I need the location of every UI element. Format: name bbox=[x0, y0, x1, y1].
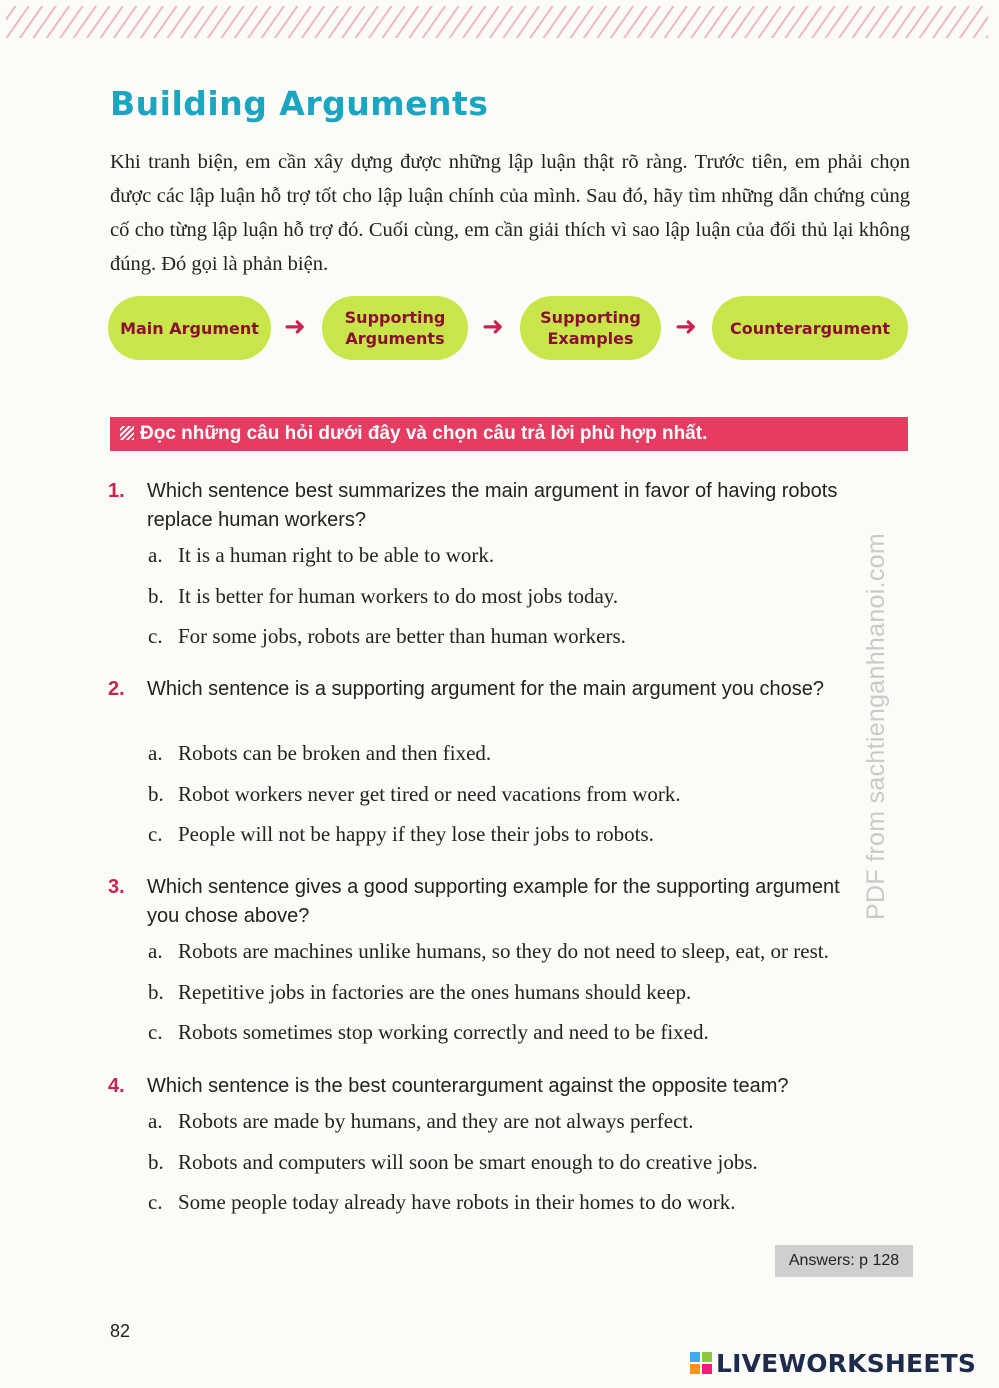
intro-paragraph: Khi tranh biện, em cần xây dựng được những lập luận thật rõ ràng. Trước tiên, em phải chọn được các lập luận hỗ trợ tốt cho lập luận chính của mình. Sau đó, hãy tìm những dẫn chứng củng cố cho từng lập luận hỗ trợ đó. Cuối cùng, em cần giải thích vì sao lập luận của đối thủ lại không đúng. Đó gọi là phản biện. bbox=[110, 151, 910, 275]
question-text: Which sentence best summarizes the main argument in favor of having robots replace human workers? bbox=[147, 480, 838, 531]
question-number: 4. bbox=[108, 1075, 125, 1097]
answer-option-a[interactable]: a. Robots can be broken and then fixed. bbox=[148, 741, 492, 765]
question-number: 3. bbox=[108, 876, 125, 898]
liveworksheets-brand[interactable] bbox=[690, 1347, 976, 1379]
answer-option-a[interactable]: a. It is a human right to be able to work. bbox=[148, 543, 495, 567]
question-number: 2. bbox=[108, 678, 125, 700]
brand-name: LIVEWORKSHEETS bbox=[716, 1348, 977, 1378]
argument-flow bbox=[108, 296, 910, 364]
flow-step-counterargument: Counterargument bbox=[712, 296, 908, 360]
question-text: Which sentence gives a good supporting example for the supporting argument you chose above? bbox=[147, 876, 840, 927]
answer-option-c[interactable]: c. For some jobs, robots are better than human workers. bbox=[148, 624, 626, 648]
question-text: Which sentence is the best counterargument against the opposite team? bbox=[147, 1075, 789, 1097]
answers-page-tag: Answers: p 128 bbox=[775, 1245, 913, 1277]
arrow-right-icon: ➜ bbox=[284, 312, 306, 342]
instruction-text: Đọc những câu hỏi dưới đây và chọn câu trả lời phù hợp nhất. bbox=[140, 423, 708, 444]
answer-option-a[interactable]: a. Robots are made by humans, and they are not always perfect. bbox=[148, 1109, 694, 1133]
liveworksheets-logo-icon bbox=[690, 1352, 712, 1374]
top-hatch-stripe bbox=[6, 6, 988, 38]
flow-step-supporting-arguments: Supporting Arguments bbox=[322, 296, 468, 360]
arrow-right-icon: ➜ bbox=[675, 312, 697, 342]
flow-step-main-argument: Main Argument bbox=[108, 296, 271, 360]
source-watermark: PDF from sachtienganhhanoi.com bbox=[862, 533, 890, 920]
answer-option-c[interactable]: c. People will not be happy if they lose their jobs to robots. bbox=[148, 822, 654, 846]
answer-option-b[interactable]: b. Robots and computers will soon be smart enough to do creative jobs. bbox=[148, 1150, 758, 1174]
page-number: 82 bbox=[110, 1321, 131, 1341]
question-number: 1. bbox=[108, 480, 125, 502]
arrow-right-icon: ➜ bbox=[482, 312, 504, 342]
answer-option-b[interactable]: b. Robot workers never get tired or need vacations from work. bbox=[148, 782, 681, 806]
answer-option-a[interactable]: a. Robots are machines unlike humans, so they do not need to sleep, eat, or rest. bbox=[148, 939, 829, 963]
page-title: Building Arguments bbox=[110, 84, 489, 123]
answer-option-b[interactable]: b. Repetitive jobs in factories are the ones humans should keep. bbox=[148, 980, 692, 1004]
flow-step-supporting-examples: Supporting Examples bbox=[520, 296, 661, 360]
answer-option-c[interactable]: c. Robots sometimes stop working correctly and need to be fixed. bbox=[148, 1020, 709, 1044]
question-text: Which sentence is a supporting argument for the main argument you chose? bbox=[147, 678, 825, 700]
answer-option-b[interactable]: b. It is better for human workers to do most jobs today. bbox=[148, 584, 619, 608]
instruction-banner bbox=[110, 417, 908, 451]
hatch-icon bbox=[120, 426, 134, 440]
answer-option-c[interactable]: c. Some people today already have robots in their homes to do work. bbox=[148, 1190, 736, 1214]
